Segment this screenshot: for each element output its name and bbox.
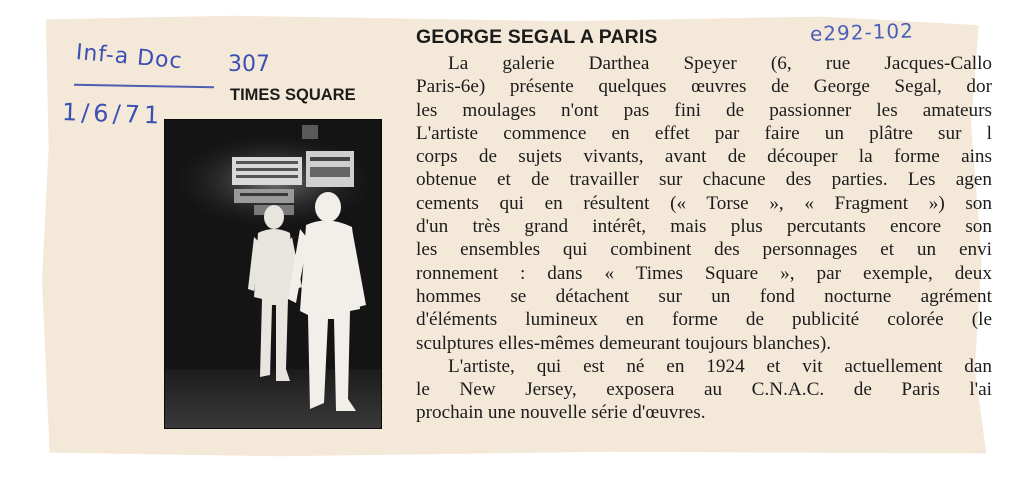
article-line: sculptures elles-mêmes demeurant toujours blanches).	[416, 332, 832, 354]
article-line: Paris-6e) présente quelques œuvres de George Segal, dor	[416, 76, 992, 98]
reference-annotation: e292-102	[809, 18, 915, 46]
date-annotation: 1/6/71	[61, 98, 164, 130]
article-line: L'artiste, qui est né en 1924 et vit actuellement dan	[448, 355, 992, 377]
article-line: le New Jersey, exposera au C.N.A.C. de Paris l'ai	[416, 379, 992, 401]
number-annotation: 307	[228, 52, 270, 77]
article-line: d'éléments lumineux en forme de publicité colorée (le	[416, 309, 992, 331]
article-line: obtenue et de travailler sur chacune des parties. Les agen	[416, 169, 992, 191]
article-line: les moulages n'ont pas fini de passionner les amateurs	[416, 99, 992, 121]
sculpture-photo	[164, 119, 382, 429]
source-annotation: Inf-a Doc	[74, 40, 184, 75]
article-body	[416, 52, 992, 425]
article-line: ronnement : dans « Times Square », par exemple, deux	[416, 262, 992, 284]
article-line: prochain une nouvelle série d'œuvres.	[416, 402, 706, 424]
article-title: GEORGE SEGAL A PARIS	[416, 26, 658, 48]
article-line: L'artiste commence en effet par faire un plâtre sur l	[416, 122, 992, 144]
article-line: hommes se détachent sur un fond nocturne agrément	[416, 285, 992, 307]
article-line: les ensembles qui combinent des personnages et un envi	[416, 239, 992, 261]
article-line: corps de sujets vivants, avant de découper la forme ains	[416, 146, 992, 168]
article-line: La galerie Darthea Speyer (6, rue Jacques-Callo	[448, 53, 992, 74]
article-line: cements qui en résultent (« Torse », « Fragment ») son	[416, 192, 992, 214]
times-square-sculpture-image	[164, 119, 382, 429]
photo-caption: TIMES SQUARE	[230, 86, 356, 104]
article-line: d'un très grand intérêt, mais plus percutants encore son	[416, 216, 992, 238]
